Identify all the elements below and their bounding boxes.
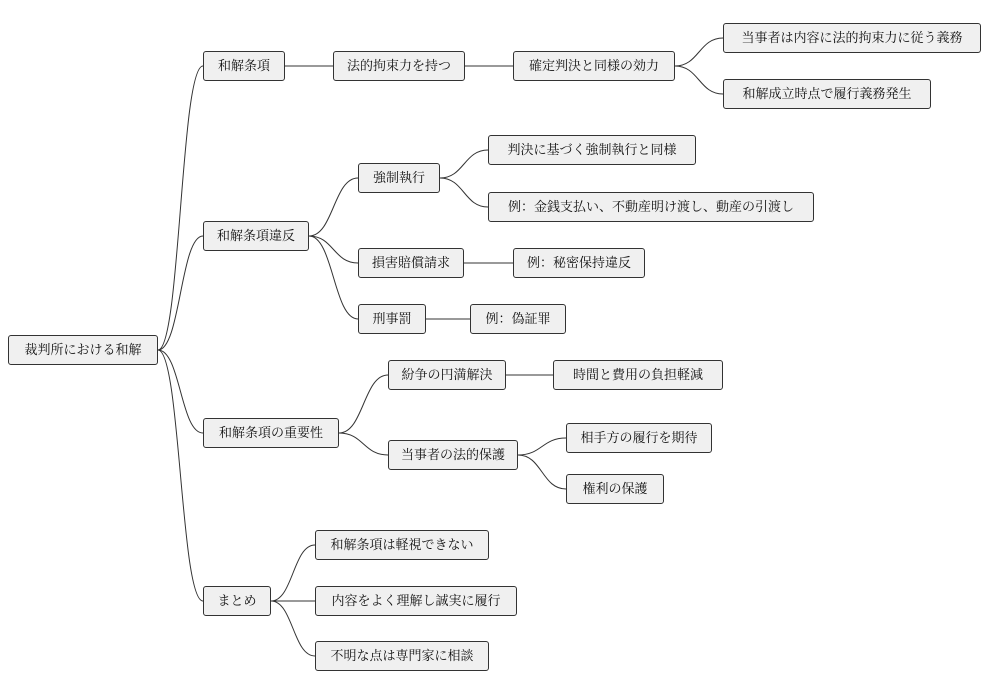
mindmap-node-b3c2a	[566, 423, 712, 453]
mindmap-edge-b2c1-to-b2c1b	[440, 178, 488, 207]
mindmap-node-label: 権利の保護	[582, 480, 648, 496]
mindmap-edge-b4-to-b4c1	[271, 545, 315, 601]
mindmap-edge-b1c1a-to-b1c1a1	[675, 38, 723, 66]
mindmap-edge-b3-to-b3c2	[339, 433, 388, 455]
mindmap-node-root	[8, 335, 158, 365]
mindmap-node-label: 刑事罰	[372, 310, 412, 326]
mindmap-node-label: 和解成立時点で履行義務発生	[742, 85, 912, 101]
mindmap-node-b2c1b	[488, 192, 814, 222]
mindmap-node-b2	[203, 221, 309, 251]
mindmap-node-label: 紛争の円満解決	[401, 366, 493, 382]
mindmap-edge-b2-to-b2c3	[309, 236, 358, 319]
mindmap-node-b1	[203, 51, 285, 81]
mindmap-node-b4c2	[315, 586, 517, 616]
mindmap-node-b4c3	[315, 641, 489, 671]
mindmap-node-label: 和解条項違反	[216, 227, 295, 243]
mindmap-node-b4c1	[315, 530, 489, 560]
mindmap-node-b3	[203, 418, 339, 448]
mindmap-node-label: 当事者は内容に法的拘束力に従う義務	[741, 29, 963, 45]
mindmap-node-label: 例：金銭支払い、不動産明け渡し、動産の引渡し	[507, 198, 794, 214]
mindmap-node-label: 和解条項の重要性	[218, 424, 323, 440]
mindmap-node-label: 相手方の履行を期待	[580, 429, 698, 445]
mindmap-node-label: 和解条項は軽視できない	[330, 536, 474, 552]
mindmap-node-label: 時間と費用の負担軽減	[572, 366, 703, 382]
mindmap-edge-root-to-b1	[158, 66, 203, 350]
mindmap-edge-b1c1a-to-b1c1a2	[675, 66, 723, 94]
mindmap-node-b3c1	[388, 360, 506, 390]
mindmap-edge-b2-to-b2c2	[309, 236, 358, 263]
mindmap-node-b2c3a	[470, 304, 566, 334]
mindmap-edge-b4-to-b4c3	[271, 601, 315, 656]
mindmap-node-b2c3	[358, 304, 426, 334]
mindmap-edge-b2c1-to-b2c1a	[440, 150, 488, 178]
mindmap-node-label: 強制執行	[372, 169, 425, 185]
mindmap-node-label: 例：偽証罪	[485, 310, 551, 326]
mindmap-node-label: 損害賠償請求	[371, 254, 450, 270]
mindmap-node-label: 裁判所における和解	[24, 341, 142, 357]
mindmap-node-label: まとめ	[217, 592, 257, 608]
mindmap-node-label: 不明な点は専門家に相談	[330, 647, 474, 663]
mindmap-node-b1c1	[333, 51, 465, 81]
mindmap-node-label: 内容をよく理解し誠実に履行	[331, 592, 501, 608]
mindmap-node-b3c1a	[553, 360, 723, 390]
mindmap-edge-root-to-b4	[158, 350, 203, 601]
mindmap-edge-b3c2-to-b3c2a	[518, 438, 566, 455]
mindmap-edge-root-to-b3	[158, 350, 203, 433]
mindmap-edge-root-to-b2	[158, 236, 203, 350]
mindmap-edge-b3c2-to-b3c2b	[518, 455, 566, 489]
mindmap-node-b2c2a	[513, 248, 645, 278]
mindmap-node-label: 例：秘密保持違反	[526, 254, 631, 270]
mindmap-node-b2c1a	[488, 135, 696, 165]
mindmap-node-label: 和解条項	[217, 57, 270, 73]
mindmap-node-b2c1	[358, 163, 440, 193]
mindmap-node-b1c1a	[513, 51, 675, 81]
mindmap-node-b1c1a1	[723, 23, 981, 53]
mindmap-edge-b3-to-b3c1	[339, 375, 388, 433]
mindmap-node-label: 確定判決と同様の効力	[528, 57, 659, 73]
mindmap-node-b3c2	[388, 440, 518, 470]
mindmap-node-b2c2	[358, 248, 464, 278]
mindmap-node-label: 当事者の法的保護	[400, 446, 505, 462]
mindmap-node-label: 判決に基づく強制執行と同様	[507, 141, 677, 157]
mindmap-node-b3c2b	[566, 474, 664, 504]
mindmap-node-b4	[203, 586, 271, 616]
mindmap-node-label: 法的拘束力を持つ	[346, 57, 451, 73]
mindmap-node-b1c1a2	[723, 79, 931, 109]
mindmap-edge-b2-to-b2c1	[309, 178, 358, 236]
